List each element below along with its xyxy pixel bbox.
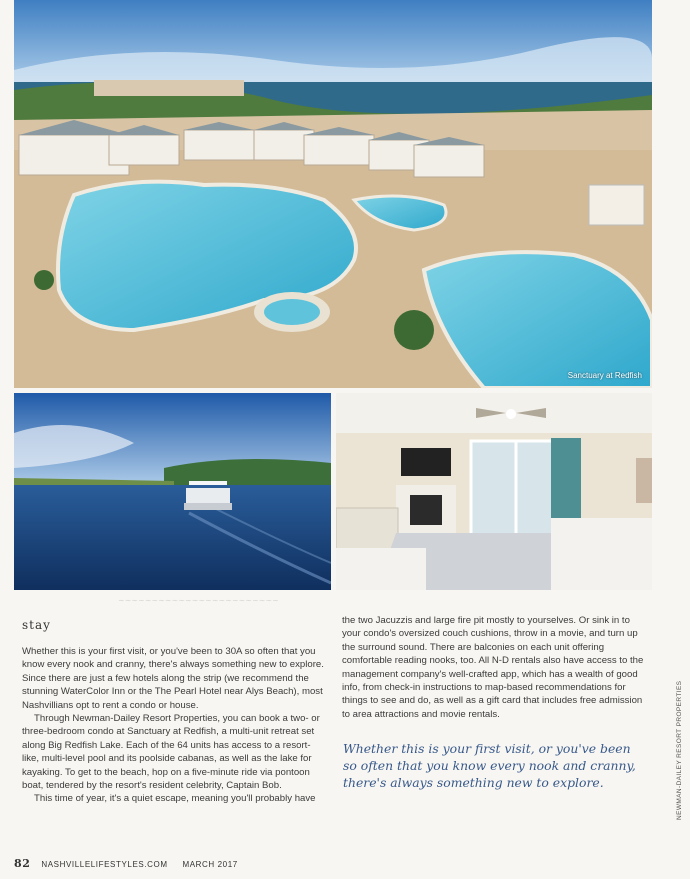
article-paragraph: the two Jacuzzis and large fire pit mostly to yourselves. Or sink in to your condo's oversized couch cushions, throw in a movie, and turn up the surround sound. There are balconies on each unit offering comfortable reading nooks, too. All N-D rentals also have access to the management company's well-crafted app, which has a wealth of good info, from check-in instructions to map-based recommendations for things to see and do, as well as a gift card that includes free admission to area attractions and movie rentals. (342, 615, 644, 720)
article-paragraph: Through Newman-Dailey Resort Properties, you can book a two- or three-bedroom condo at Sanctuary at Redfish, a multi-unit retreat set along Big Redfish Lake. Each of the 64 units has access to a resort-like, multi-level pool and its poolside cabanas, as well as the lake for kayaking. To get to the beach, hop on a five-minute ride via pontoon boat, tendered by the resort's resident celebrity, Captain Bob. (22, 713, 320, 792)
photo-credit-text: NEWMAN-DAILEY RESORT PROPERTIES (676, 680, 683, 820)
hero-photo-caption: Sanctuary at Redfish (567, 371, 642, 380)
footer-issue: MARCH 2017 (182, 860, 238, 869)
pontoon-boat-photo (14, 393, 331, 590)
page-number: 82 (14, 857, 31, 870)
photo-credit-vertical (676, 680, 686, 820)
article-paragraph: Whether this is your first visit, or you've been to 30A so often that you know every nook and cranny, there's always something new to explore. Since there are just a few hotels along the strip (we recommend the stunning WaterColor Inn or the The Pearl Hotel near Alys Beach), most Nashvillians opt to rent a condo or house. (22, 646, 324, 711)
article-left-column (22, 645, 324, 806)
bleed-through-text: ∼∼∼∼∼∼∼∼∼∼∼∼∼∼∼∼∼∼∼∼∼∼∼∼ (118, 596, 279, 605)
hero-photo-pool (14, 0, 652, 388)
pull-quote: Whether this is your first visit, or you've been so often that you know every nook and cranny, there's always something new to explore. (343, 741, 636, 790)
condo-living-room-photo (336, 393, 652, 590)
article-right-column (342, 614, 647, 721)
footer-site: NASHVILLELIFESTYLES.COM (41, 860, 168, 869)
page-footer (14, 857, 238, 870)
section-label: stay (22, 618, 51, 632)
article-paragraph: This time of year, it's a quiet escape, meaning you'll probably have (34, 793, 316, 805)
